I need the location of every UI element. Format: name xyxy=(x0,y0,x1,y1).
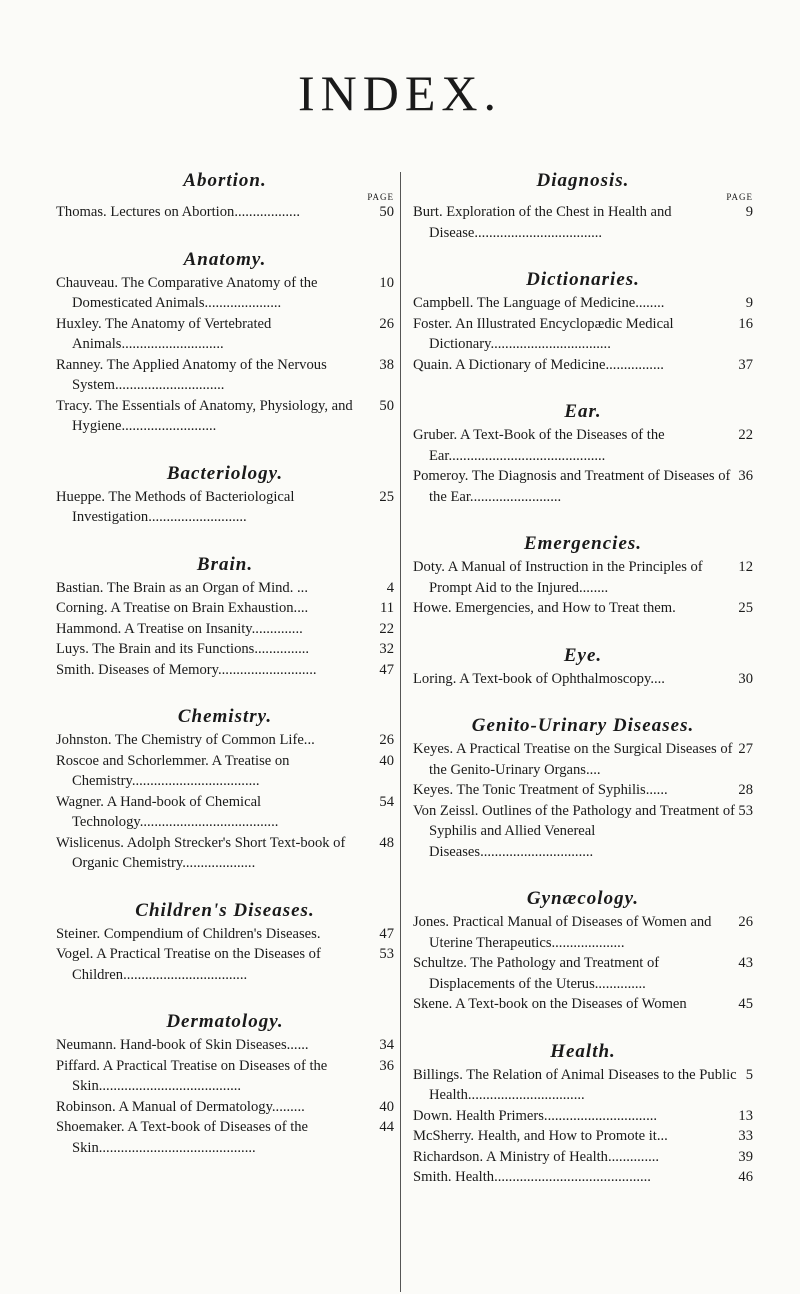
section-heading: Ear. xyxy=(564,401,602,422)
entry-text: Vogel. A Practical Treatise on the Diseases of Children.................................. xyxy=(56,946,321,983)
index-section xyxy=(56,463,394,528)
index-entry xyxy=(56,619,394,640)
entry-text: Billings. The Relation of Animal Diseases to the Public Health................................ xyxy=(413,1066,737,1103)
index-entry xyxy=(56,487,394,528)
index-entry xyxy=(56,1056,394,1097)
entry-text: Richardson. A Ministry of Health.............. xyxy=(413,1148,660,1165)
entry-text: Tracy. The Essentials of Anatomy, Physiology, and Hygiene.......................... xyxy=(56,397,353,434)
index-entry xyxy=(413,912,753,953)
section-heading: Bacteriology. xyxy=(166,462,284,484)
index-section xyxy=(413,715,753,862)
page-number: 39 xyxy=(738,1148,753,1165)
page-number: 11 xyxy=(379,600,394,616)
page-number: 12 xyxy=(738,559,753,575)
entry-text: Doty. A Manual of Instruction in the Principles of Prompt Aid to the Injured........ xyxy=(413,559,703,596)
index-entry xyxy=(56,396,394,437)
page-number: 46 xyxy=(738,1169,753,1185)
index-entry xyxy=(56,273,394,314)
page-number: 54 xyxy=(379,793,394,810)
section-heading: Eye. xyxy=(563,644,603,666)
entry-text: Corning. A Treatise on Brain Exhaustion.... xyxy=(56,600,309,616)
page-number: 5 xyxy=(745,1066,753,1083)
entry-text: Keyes. A Practical Treatise on the Surgical Diseases of the Genito-Urinary Organs.... xyxy=(413,741,733,778)
page-number: 26 xyxy=(379,315,394,332)
entry-text: Wislicenus. Adolph Strecker's Short Text-book of Organic Chemistry.................... xyxy=(56,834,346,871)
entry-text: Smith. Diseases of Memory........................... xyxy=(56,661,317,678)
page-number: 30 xyxy=(738,670,753,687)
index-entry xyxy=(413,466,753,507)
entry-text: Luys. The Brain and its Functions............... xyxy=(56,641,310,657)
index-entry xyxy=(413,314,753,355)
entry-text: Hueppe. The Methods of Bacteriological Investigation........................... xyxy=(56,488,295,525)
index-entry xyxy=(413,425,753,466)
entry-text: Wagner. A Hand-book of Chemical Technology...................................... xyxy=(56,793,279,830)
page-number: 50 xyxy=(379,397,394,414)
index-entry xyxy=(413,669,753,690)
index-entry xyxy=(56,833,394,874)
page-title: INDEX. xyxy=(297,65,503,121)
page-number: 50 xyxy=(379,204,394,220)
entry-text: Bastian. The Brain as an Organ of Mind. ... xyxy=(56,579,308,596)
page-number: 28 xyxy=(738,782,753,798)
entry-text: Thomas. Lectures on Abortion.................. xyxy=(56,204,301,220)
index-entry xyxy=(56,202,394,223)
entry-text: Keyes. The Tonic Treatment of Syphilis...... xyxy=(413,782,668,798)
section-heading: Anatomy. xyxy=(183,248,267,270)
page-number: 36 xyxy=(379,1057,394,1074)
page-number: 4 xyxy=(386,579,394,596)
entry-text: Skene. A Text-book on the Diseases of Women xyxy=(413,996,687,1012)
index-entry xyxy=(413,1167,753,1188)
page-number: 40 xyxy=(379,1098,394,1115)
index-entry xyxy=(413,994,753,1015)
page-number: 26 xyxy=(738,914,753,930)
index-entry xyxy=(56,355,394,396)
page-number: 25 xyxy=(379,488,394,505)
index-section xyxy=(56,249,394,437)
page-number: 22 xyxy=(738,427,753,443)
page-number: 9 xyxy=(745,204,753,220)
index-entry xyxy=(56,924,394,945)
entry-text: Schultze. The Pathology and Treatment of Displacements of the Uterus.............. xyxy=(413,955,660,992)
page-number: 47 xyxy=(379,925,394,942)
page-number: 36 xyxy=(738,468,753,484)
index-entry xyxy=(56,639,394,660)
entry-text: Down. Health Primers............................... xyxy=(413,1107,658,1124)
index-entry xyxy=(413,557,753,598)
entry-text: Quain. A Dictionary of Medicine................ xyxy=(413,356,664,373)
page-number: 27 xyxy=(738,741,753,757)
index-entry xyxy=(56,944,394,985)
index-section xyxy=(56,706,394,874)
index-entry xyxy=(56,1117,394,1158)
entry-text: Campbell. The Language of Medicine........ xyxy=(413,295,665,311)
section-heading: Gynæcology. xyxy=(526,888,640,909)
index-entry xyxy=(413,953,753,994)
section-heading: Diagnosis. xyxy=(536,170,630,191)
index-entry xyxy=(413,293,753,314)
entry-text: Ranney. The Applied Anatomy of the Nervous System.............................. xyxy=(56,356,327,393)
index-section xyxy=(413,645,753,690)
entry-text: Burt. Exploration of the Chest in Health and Disease................................... xyxy=(413,204,672,241)
entry-text: Von Zeissl. Outlines of the Pathology and Treatment of Syphilis and Allied Venereal Diseases............................... xyxy=(413,802,735,860)
index-section xyxy=(413,401,753,507)
index-section xyxy=(413,888,753,1015)
index-entry xyxy=(56,751,394,792)
page-number: 48 xyxy=(379,834,394,851)
entry-text: Loring. A Text-book of Ophthalmoscopy.... xyxy=(413,670,665,687)
page-column-label: PAGE xyxy=(726,192,753,202)
section-heading: Genito-Urinary Diseases. xyxy=(471,715,695,736)
entry-text: McSherry. Health, and How to Promote it... xyxy=(413,1128,668,1144)
index-entry xyxy=(413,739,753,780)
entry-text: Jones. Practical Manual of Diseases of Women and Uterine Therapeutics.................... xyxy=(413,914,712,951)
page-number: 10 xyxy=(379,274,394,291)
index-entry xyxy=(56,660,394,681)
index-entry xyxy=(413,202,753,243)
index-entry xyxy=(413,1106,753,1127)
page-column-label: PAGE xyxy=(367,192,394,202)
entry-text: Smith. Health........................................... xyxy=(413,1169,651,1185)
entry-text: Foster. An Illustrated Encyclopædic Medical Dictionary................................. xyxy=(413,315,674,352)
entry-text: Hammond. A Treatise on Insanity.............. xyxy=(56,620,303,637)
index-entry xyxy=(413,355,753,376)
entry-text: Howe. Emergencies, and How to Treat them. xyxy=(413,600,676,616)
column-divider xyxy=(400,172,401,1292)
entry-text: Gruber. A Text-Book of the Diseases of the Ear........................................... xyxy=(413,427,665,464)
section-heading: Brain. xyxy=(196,553,254,575)
page-number: 26 xyxy=(379,732,394,748)
page-number: 16 xyxy=(738,315,753,332)
page-number: 53 xyxy=(738,802,753,819)
index-section xyxy=(56,900,394,986)
index-entry xyxy=(56,314,394,355)
index-entry xyxy=(413,598,753,619)
index-entry xyxy=(56,1035,394,1056)
page-number: 32 xyxy=(379,641,394,657)
index-section xyxy=(56,554,394,681)
section-heading: Dermatology. xyxy=(166,1011,284,1032)
right-column xyxy=(413,170,753,1214)
index-entry xyxy=(56,792,394,833)
page-number: 37 xyxy=(738,356,753,373)
page-number: 9 xyxy=(745,295,753,311)
entry-text: Roscoe and Schorlemmer. A Treatise on Chemistry................................... xyxy=(56,752,290,789)
section-heading: Abortion. xyxy=(183,170,267,191)
page-number: 34 xyxy=(379,1037,394,1053)
entry-text: Steiner. Compendium of Children's Diseases. xyxy=(56,925,321,942)
index-entry xyxy=(413,1126,753,1147)
section-heading: Emergencies. xyxy=(523,533,643,554)
page-number: 44 xyxy=(379,1119,394,1135)
left-column xyxy=(56,170,394,1184)
index-entry xyxy=(413,801,753,863)
entry-text: Chauveau. The Comparative Anatomy of the Domesticated Animals..................... xyxy=(56,274,318,311)
entry-text: Huxley. The Anatomy of Vertebrated Animals............................ xyxy=(56,315,272,352)
page-number: 33 xyxy=(738,1128,753,1144)
entry-text: Pomeroy. The Diagnosis and Treatment of Diseases of the Ear......................... xyxy=(413,468,731,505)
page-number: 13 xyxy=(738,1107,753,1124)
entry-text: Robinson. A Manual of Dermatology......... xyxy=(56,1098,305,1115)
page-number: 38 xyxy=(379,356,394,373)
index-entry xyxy=(56,578,394,599)
index-section xyxy=(413,269,753,375)
section-heading: Chemistry. xyxy=(177,706,273,727)
page-number: 43 xyxy=(738,955,753,971)
page-number: 53 xyxy=(379,946,394,962)
index-section xyxy=(413,533,753,619)
index-entry xyxy=(413,780,753,801)
page-number: 25 xyxy=(738,600,753,616)
index-section xyxy=(413,1041,753,1188)
index-entry xyxy=(56,1097,394,1118)
index-entry xyxy=(56,598,394,619)
entry-text: Johnston. The Chemistry of Common Life... xyxy=(56,732,315,748)
index-section xyxy=(413,170,753,243)
section-heading: Children's Diseases. xyxy=(135,899,315,921)
page-number: 45 xyxy=(738,996,753,1012)
page-number: 47 xyxy=(379,661,394,678)
index-section xyxy=(56,170,394,223)
entry-text: Neumann. Hand-book of Skin Diseases...... xyxy=(56,1037,309,1053)
index-section xyxy=(56,1011,394,1158)
page-number: 40 xyxy=(379,752,394,769)
page-number: 22 xyxy=(379,620,394,637)
entry-text: Shoemaker. A Text-book of Diseases of the Skin........................................... xyxy=(56,1119,309,1156)
index-entry xyxy=(56,730,394,751)
index-entry xyxy=(413,1065,753,1106)
entry-text: Piffard. A Practical Treatise on Diseases of the Skin....................................... xyxy=(56,1057,328,1094)
index-entry xyxy=(413,1147,753,1168)
section-heading: Health. xyxy=(550,1040,616,1062)
section-heading: Dictionaries. xyxy=(526,269,640,290)
